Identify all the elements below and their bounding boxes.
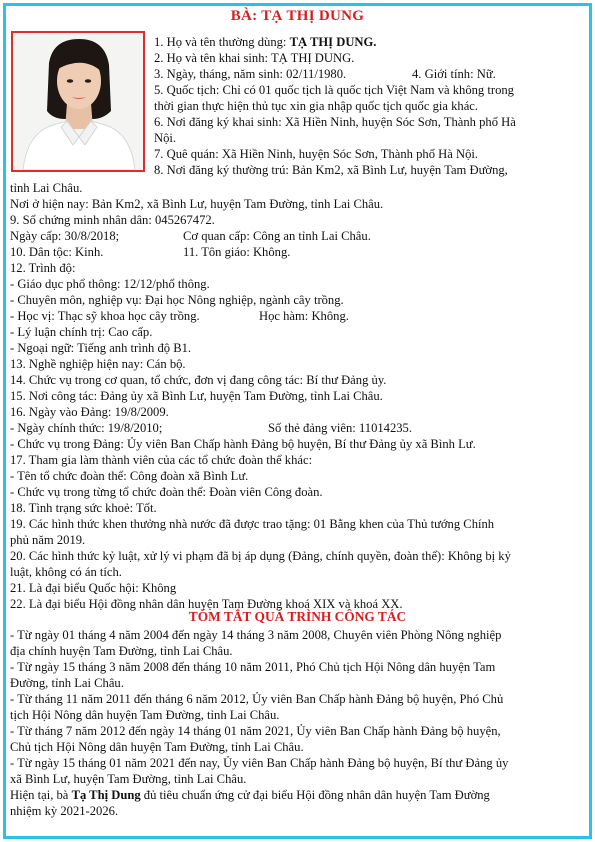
history-line: - Từ ngày 15 tháng 01 năm 2021 đến nay, Ủy viên Ban Chấp hành Đảng bộ huyện, Bí thư Đảng ủy	[10, 756, 509, 770]
field-label: 1. Họ và tên thường dùng:	[154, 35, 290, 49]
body-line: - Chuyên môn, nghiệp vụ: Đại học Nông nghiệp, ngành cây trồng.	[10, 293, 344, 307]
body-line: luật, không có án tích.	[10, 565, 122, 579]
field-birth-registration: 6. Nơi đăng ký khai sinh: Xã Hiền Ninh, huyện Sóc Sơn, Thành phố Hà	[154, 115, 516, 129]
history-line: Chủ tịch Hội Nông dân huyện Tam Đường, tỉnh Lai Châu.	[10, 740, 304, 754]
body-line-right: Cơ quan cấp: Công an tỉnh Lai Châu.	[183, 229, 371, 243]
conclusion-text: Hiện tại, bà	[10, 788, 72, 802]
body-line: 13. Nghề nghiệp hiện nay: Cán bộ.	[10, 357, 186, 371]
field-nationality: 5. Quốc tịch: Chỉ có 01 quốc tịch là quốc tịch Việt Nam và không trong	[154, 83, 514, 97]
body-line: 9. Số chứng minh nhân dân: 045267472.	[10, 213, 215, 227]
field-value: TẠ THỊ DUNG.	[289, 35, 377, 49]
body-line-right: Số thẻ đảng viên: 11014235.	[268, 421, 412, 435]
page-title: BÀ: TẠ THỊ DUNG	[230, 8, 365, 24]
history-line: - Từ tháng 11 năm 2011 đến tháng 6 năm 2012, Ủy viên Ban Chấp hành Đảng bộ huyện, Phó Chủ	[10, 692, 504, 706]
conclusion-line	[10, 787, 490, 803]
body-line: 10. Dân tộc: Kinh.	[10, 245, 104, 259]
history-line: - Từ tháng 7 năm 2012 đến ngày 14 tháng 01 năm 2021, Ủy viên Ban Chấp hành Đảng bộ huyện,	[10, 724, 501, 738]
body-line: 19. Các hình thức khen thưởng nhà nước đã được trao tặng: 01 Bằng khen của Thủ tướng Chính	[10, 517, 495, 531]
history-line: Đường, tỉnh Lai Châu.	[10, 676, 124, 690]
body-line: Ngày cấp: 30/8/2018;	[10, 229, 120, 243]
field-birth-registration-cont: Nội.	[154, 131, 177, 145]
field-gender: 4. Giới tính: Nữ.	[412, 67, 496, 81]
body-line: 12. Trình độ:	[10, 261, 76, 275]
history-line: - Từ ngày 01 tháng 4 năm 2004 đến ngày 14 tháng 3 năm 2008, Chuyên viên Phòng Nông nghiệp	[10, 628, 502, 642]
field-hometown: 7. Quê quán: Xã Hiền Ninh, huyện Sóc Sơn, Thành phố Hà Nội.	[154, 147, 479, 161]
body-line: - Ngày chính thức: 19/8/2010;	[10, 421, 163, 435]
portrait-photo	[11, 31, 145, 172]
conclusion-line: nhiệm kỳ 2021-2026.	[10, 804, 119, 818]
body-line-right: Học hàm: Không.	[259, 309, 349, 323]
body-line: phủ năm 2019.	[10, 533, 86, 547]
body-line: - Tên tổ chức đoàn thể: Công đoàn xã Bình Lư.	[10, 469, 249, 483]
body-line-right: 11. Tôn giáo: Không.	[183, 245, 291, 259]
body-line: - Chức vụ trong từng tổ chức đoàn thể: Đoàn viên Công đoàn.	[10, 485, 323, 499]
body-line: 20. Các hình thức kỷ luật, xử lý vi phạm đã bị áp dụng (Đảng, chính quyền, đoàn thể): Không bị kỷ	[10, 549, 511, 563]
body-line: 17. Tham gia làm thành viên của các tổ chức đoàn thể khác:	[10, 453, 313, 467]
body-line: 21. Là đại biểu Quốc hội: Không	[10, 581, 177, 595]
history-line: địa chính huyện Tam Đường, tỉnh Lai Châu.	[10, 644, 233, 658]
field-birth-date: 3. Ngày, tháng, năm sinh: 02/11/1980.	[154, 67, 347, 81]
history-line: xã Bình Lư, huyện Tam Đường, tỉnh Lai Châu.	[10, 772, 247, 786]
body-line: 14. Chức vụ trong cơ quan, tổ chức, đơn vị đang công tác: Bí thư Đảng ủy.	[10, 373, 387, 387]
history-line: tịch Hội Nông dân huyện Tam Đường, tỉnh Lai Châu.	[10, 708, 280, 722]
body-line: 18. Tình trạng sức khoẻ: Tốt.	[10, 501, 157, 515]
person-portrait-icon	[13, 33, 143, 170]
body-line: Nơi ở hiện nay: Bản Km2, xã Bình Lư, huyện Tam Đường, tỉnh Lai Châu.	[10, 197, 384, 211]
body-line: 16. Ngày vào Đảng: 19/8/2009.	[10, 405, 169, 419]
body-line: tỉnh Lai Châu.	[10, 181, 83, 195]
body-line: 22. Là đại biểu Hội đồng nhân dân huyện Tam Đường khoá XIX và khoá XX.	[10, 597, 403, 611]
body-line: - Lý luận chính trị: Cao cấp.	[10, 325, 153, 339]
body-line: 15. Nơi công tác: Đảng ủy xã Bình Lư, huyện Tam Đường, tỉnh Lai Châu.	[10, 389, 383, 403]
body-line: - Ngoại ngữ: Tiếng anh trình độ B1.	[10, 341, 192, 355]
field-permanent-residence: 8. Nơi đăng ký thường trú: Bản Km2, xã Bình Lư, huyện Tam Đường,	[154, 163, 508, 177]
conclusion-text: đủ tiêu chuẩn ứng cử đại biểu Hội đồng nhân dân huyện Tam Đường	[140, 788, 490, 802]
field-birth-name: 2. Họ và tên khai sinh: TẠ THỊ DUNG.	[154, 51, 355, 65]
field-common-name	[154, 34, 376, 50]
body-line: - Giáo dục phổ thông: 12/12/phổ thông.	[10, 277, 210, 291]
body-line: - Học vị: Thạc sỹ khoa học cây trồng.	[10, 309, 200, 323]
body-line: - Chức vụ trong Đảng: Ủy viên Ban Chấp hành Đảng bộ huyện, Bí thư Đảng ủy xã Bình Lư.	[10, 437, 476, 451]
history-line: - Từ ngày 15 tháng 3 năm 2008 đến tháng 10 năm 2011, Phó Chủ tịch Hội Nông dân huyện Tam	[10, 660, 496, 674]
candidate-name: Tạ Thị Dung	[71, 788, 141, 802]
work-history-title: TÓM TẮT QUÁ TRÌNH CÔNG TÁC	[188, 609, 407, 624]
field-nationality-cont: thời gian thực hiện thủ tục xin gia nhập quốc tịch quốc gia khác.	[154, 99, 479, 113]
